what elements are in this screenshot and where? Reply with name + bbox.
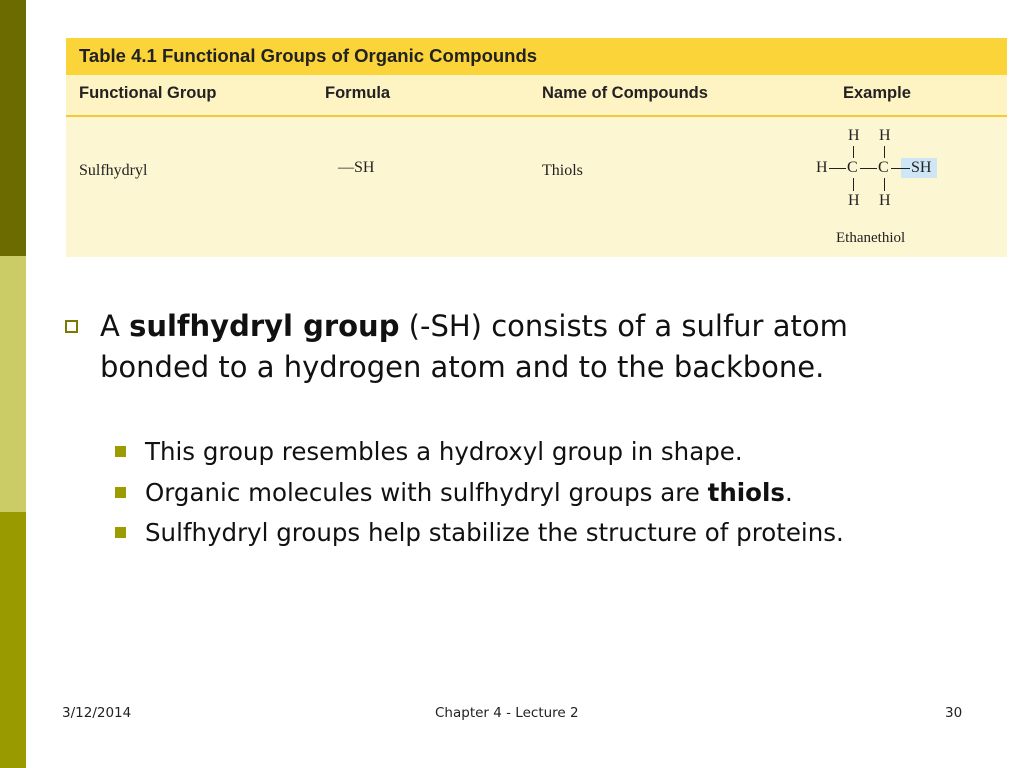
ethanethiol-structure bbox=[811, 122, 951, 230]
main-bullet-text bbox=[100, 306, 920, 388]
cell-compound-name: Thiols bbox=[542, 162, 583, 179]
square-bullet-icon bbox=[115, 527, 126, 538]
cell-functional-group: Sulfhydryl bbox=[79, 162, 148, 179]
bond-c1-h-bottom bbox=[853, 178, 854, 191]
side-stripe-middle bbox=[0, 256, 26, 512]
atom-h-bottom-2: H bbox=[879, 192, 891, 209]
cell-formula: —SH bbox=[338, 159, 375, 176]
atom-h-left: H bbox=[816, 159, 828, 176]
functional-groups-table bbox=[66, 38, 1007, 257]
header-formula: Formula bbox=[325, 84, 391, 102]
sub-bullet-2-text bbox=[145, 478, 793, 507]
table-title: Table 4.1 Functional Groups of Organic Compounds bbox=[79, 45, 538, 66]
table-title-bar bbox=[66, 38, 1007, 75]
bond-c1-h-top bbox=[853, 146, 854, 158]
atom-c-2: C bbox=[878, 159, 889, 176]
bond-h-c1 bbox=[829, 168, 846, 169]
footer-chapter: Chapter 4 - Lecture 2 bbox=[435, 705, 579, 721]
sub-bullet-2-end: . bbox=[784, 478, 793, 507]
bond-c2-h-bottom bbox=[884, 178, 885, 191]
side-stripe-top bbox=[0, 0, 26, 256]
main-bullet-prefix: A bbox=[100, 309, 130, 343]
hollow-square-bullet-icon bbox=[65, 320, 78, 333]
footer-page-number: 30 bbox=[945, 705, 963, 721]
header-example: Example bbox=[843, 84, 911, 102]
atom-sh: SH bbox=[911, 159, 932, 176]
atom-h-top-1: H bbox=[848, 127, 860, 144]
bond-c1-c2 bbox=[860, 168, 877, 169]
main-bullet-bold-term: sulfhydryl group bbox=[129, 309, 400, 343]
example-compound-name: Ethanethiol bbox=[836, 230, 906, 246]
footer-date: 3/12/2014 bbox=[62, 705, 132, 721]
header-functional-group: Functional Group bbox=[79, 84, 217, 102]
atom-c-1: C bbox=[847, 159, 858, 176]
bond-c2-h-top bbox=[884, 146, 885, 158]
sub-bullet-2-bold-term: thiols bbox=[707, 478, 785, 507]
square-bullet-icon bbox=[115, 487, 126, 498]
sub-bullet-3-text: Sulfhydryl groups help stabilize the structure of proteins. bbox=[145, 518, 844, 547]
main-bullet-rest: (-SH) consists of a sulfur atom bonded to a hydrogen atom and to the backbone. bbox=[100, 309, 848, 384]
table-header-row bbox=[66, 75, 1007, 117]
atom-h-top-2: H bbox=[879, 127, 891, 144]
sub-bullet-2-lead: Organic molecules with sulfhydryl groups are bbox=[145, 478, 708, 507]
bond-c2-sh bbox=[891, 168, 910, 169]
atom-h-bottom-1: H bbox=[848, 192, 860, 209]
side-stripe-bottom bbox=[0, 512, 26, 768]
square-bullet-icon bbox=[115, 446, 126, 457]
header-name-of-compounds: Name of Compounds bbox=[542, 84, 708, 102]
sub-bullet-1-text: This group resembles a hydroxyl group in shape. bbox=[145, 437, 743, 466]
